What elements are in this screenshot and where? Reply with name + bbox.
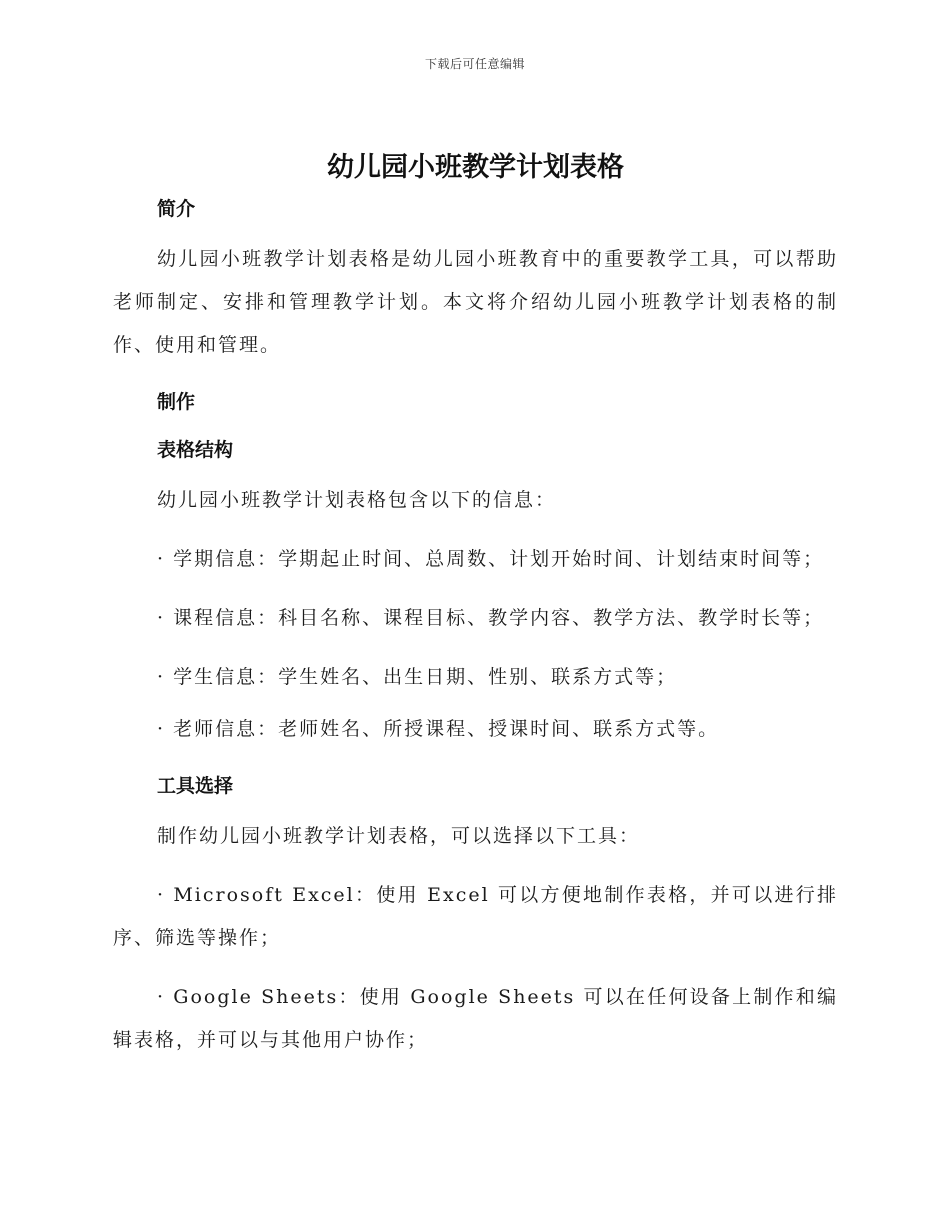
- list-item-teacher: · 老师信息：老师姓名、所授课程、授课时间、联系方式等。: [157, 718, 720, 740]
- list-item-student: · 学生信息：学生姓名、出生日期、性别、联系方式等；: [157, 666, 678, 688]
- section-heading-structure: 表格结构: [157, 439, 234, 461]
- section-heading-making: 制作: [157, 391, 196, 413]
- list-item-excel: · Microsoft Excel：使用 Excel 可以方便地制作表格，并可以进行排序、筛选等操作；: [113, 884, 838, 949]
- document-title: 幼儿园小班教学计划表格: [327, 152, 624, 183]
- intro-paragraph: 幼儿园小班教学计划表格是幼儿园小班教育中的重要教学工具，可以帮助老师制定、安排和管理教学计划。本文将介绍幼儿园小班教学计划表格的制作、使用和管理。: [113, 248, 838, 356]
- list-item-semester: · 学期信息：学期起止时间、总周数、计划开始时间、计划结束时间等；: [157, 548, 825, 570]
- document-body: [113, 148, 838, 1062]
- section-heading-intro: 简介: [157, 198, 196, 220]
- structure-intro: 幼儿园小班教学计划表格包含以下的信息：: [157, 489, 557, 511]
- tools-intro: 制作幼儿园小班教学计划表格，可以选择以下工具：: [157, 825, 641, 847]
- list-item-course: · 课程信息：科目名称、课程目标、教学内容、教学方法、教学时长等；: [157, 607, 825, 629]
- page-header: 下载后可任意编辑: [424, 57, 525, 71]
- section-heading-tools: 工具选择: [157, 775, 234, 797]
- list-item-google-sheets: · Google Sheets：使用 Google Sheets 可以在任何设备上制作和编辑表格，并可以与其他用户协作；: [113, 986, 838, 1051]
